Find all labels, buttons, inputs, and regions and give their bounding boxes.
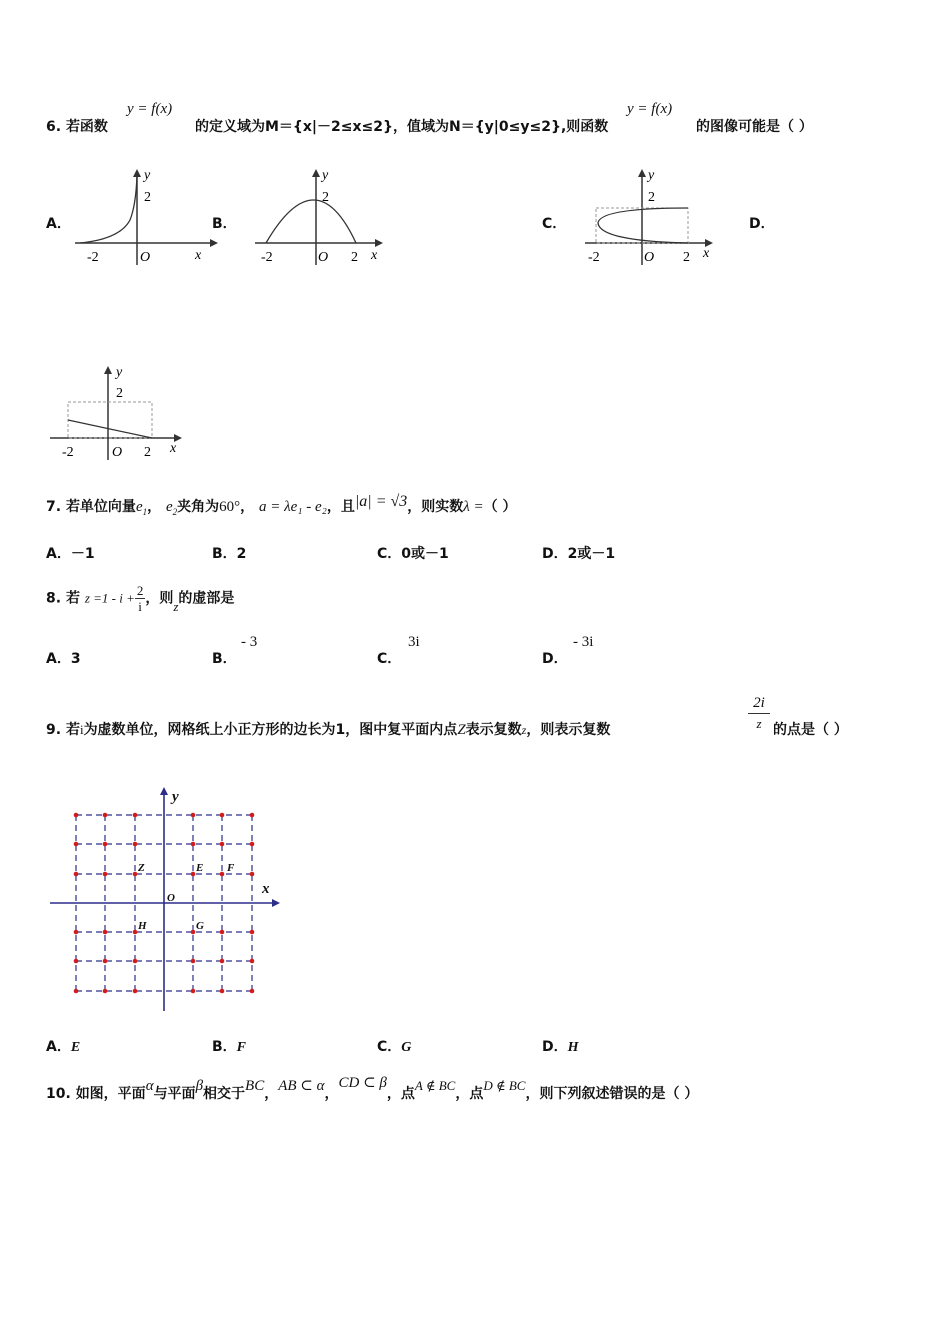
q10-text-b: 与平面 [153,1086,196,1102]
q9-Z: Z [457,722,466,738]
q8-option-c-value: 3i [408,634,420,650]
q8-var: z [173,598,179,614]
q7-e2: $e_2$ [165,499,178,517]
q6-stem [46,116,108,136]
q10-text-a: 如图，平面 [75,1086,146,1102]
q6c-neg-two-label: -2 [588,250,600,265]
q9-text-a: 若 [65,722,80,738]
q10-ab: AB ⊂ α [278,1078,325,1094]
q6d-neg-two-label: -2 [62,445,74,460]
q6c-two-x-label: 2 [683,250,690,265]
q6a-two-label: 2 [144,190,151,205]
q6-graph-a [70,165,220,270]
q10-cd: CD ⊂ β [338,1075,387,1091]
q7-text-a: 若单位向量 [65,499,136,515]
q9-text-b: 为虚数单位，网格纸上小正方形的边长为1，图中复平面内点 [83,722,458,738]
q6d-y-label: y [116,365,123,380]
q9-frac-den: z [756,716,762,731]
q6b-neg-two-label: -2 [261,250,273,265]
q9-z: z [521,723,527,737]
q6-graph-b [250,165,390,270]
q10-d-notin: D ∉ BC [483,1078,526,1093]
q8-option-d-label[interactable]: D． [542,651,568,667]
q6-graph-d [46,362,196,467]
q8-option-b-value: - 3 [241,634,258,650]
q7-text-d: ，则实数 [407,499,464,515]
q8-stem [46,583,234,614]
q9-option-a[interactable]: A．E [46,1039,81,1055]
q6-func2: y = f(x) [627,101,673,117]
q7-number: 7. [46,499,62,515]
q8-option-a[interactable]: A．3 [46,651,81,667]
q9-frac-display [748,693,770,734]
q6d-x-label: x [170,441,177,456]
q9-text-d: ，则表示复数 [526,722,611,738]
q6a-x-label: x [195,248,202,263]
q8-option-d-value: - 3i [573,634,594,650]
q9-grid-E-label: E [196,862,204,874]
q6-text-b: 的定义域为M＝{x|－2≤x≤2}，值域为N＝{y|0≤y≤2},则函数 [195,119,609,135]
q6-option-b-label[interactable]: B． [212,216,237,232]
q9-grid-Z-label: Z [138,862,145,874]
q10-s1: ， [264,1086,279,1102]
q7-abs-expr: |a| = √3 [354,493,408,510]
q9-grid-x-label: x [262,881,270,897]
q10-text-d: ，点 [386,1086,415,1102]
q6-option-d-label[interactable]: D． [749,216,775,232]
q9-option-c[interactable]: C．G [377,1039,412,1055]
q7-option-b[interactable]: B．2 [212,546,247,562]
q6-graph-c [580,165,720,270]
q6a-neg-two-label: -2 [87,250,99,265]
q6b-origin-label: O [318,250,329,265]
q6b-x-label: x [371,248,378,263]
q6b-two-x-label: 2 [351,250,358,265]
q6a-y-label: y [144,168,151,183]
q8-expr-lhs: z =1 - i + [84,590,135,606]
q7-sep: ， [147,499,162,515]
q9-option-d[interactable]: D．H [542,1039,579,1055]
q7-option-c[interactable]: C．0或－1 [377,546,449,562]
q9-option-b[interactable]: B．F [212,1039,247,1055]
q6a-origin-label: O [140,250,151,265]
q10-stem [46,1075,699,1103]
q9-text-e: 的点是（ ） [773,722,848,738]
q6-text-c: 的图像可能是（ ） [696,119,813,135]
q6c-two-label: 2 [648,190,655,205]
q7-e1: $e_1$ [135,499,148,517]
q8-fraction: $\frac{2}{i}$ [136,583,144,614]
q10-beta: β [195,1078,204,1094]
q8-text-b: ，则 [145,590,174,607]
q9-text-c: 表示复数 [465,722,522,738]
q8-text-c: 的虚部是 [178,590,235,607]
q6-text-a: 若函数 [65,119,108,135]
q6c-y-label: y [648,168,655,183]
q7-angle: 60° [219,499,241,515]
q7-option-d[interactable]: D．2或－1 [542,546,616,562]
q7-option-a[interactable]: A．－1 [46,546,95,562]
q6-func: y = f(x) [127,101,173,117]
q7-lambda: λ = [463,499,484,515]
q6b-two-label: 2 [322,190,329,205]
q6d-origin-label: O [112,445,123,460]
q6-option-a-label[interactable]: A． [46,216,71,232]
q7-text-e: （ ） [483,499,517,515]
q10-a-notin: A ∉ BC [414,1078,456,1093]
q8-option-c-label[interactable]: C． [377,651,402,667]
q6c-origin-label: O [644,250,655,265]
q9-grid-figure [46,783,286,1018]
q8-number: 8. [46,590,62,607]
q10-s2: ， [324,1086,339,1102]
q8-text-a: 若 [65,590,80,607]
q6b-y-label: y [322,168,329,183]
q6-option-c-label[interactable]: C． [542,216,567,232]
q10-bc: BC [245,1078,265,1094]
q9-stem [46,719,610,739]
q6d-two-x-label: 2 [144,445,151,460]
q10-text-e: ，点 [455,1086,484,1102]
q7-text-b: 夹角为 [177,499,220,515]
q9-grid-O-label: O [167,892,175,904]
q10-text-c: 相交于 [203,1086,246,1102]
q7-expr: a = λe₁ - e₂ [259,499,327,515]
q9-grid-y-label: y [172,789,179,805]
q9-grid-G-label: G [196,920,204,932]
q6d-two-label: 2 [116,386,123,401]
q10-text-f: ，则下列叙述错误的是（ ） [525,1086,699,1102]
q6c-x-label: x [703,246,710,261]
q9-number: 9. [46,722,62,738]
q10-number: 10. [46,1086,71,1102]
q6-number: 6. [46,119,62,135]
q8-option-b-label[interactable]: B． [212,651,237,667]
q7-text-c: ，且 [326,499,355,515]
q10-alpha: α [145,1078,154,1094]
q7-stem: 7. 若单位向量$e_1$， $e_2$夹角为60°， a = λe₁ - e₂，且|a| = √3，则实数λ =（ ） [46,493,517,517]
q9-grid-H-label: H [138,920,147,932]
q9-frac-num: 2i [748,693,770,714]
q9-grid-F-label: F [227,862,235,874]
q9-i: i [79,722,84,737]
